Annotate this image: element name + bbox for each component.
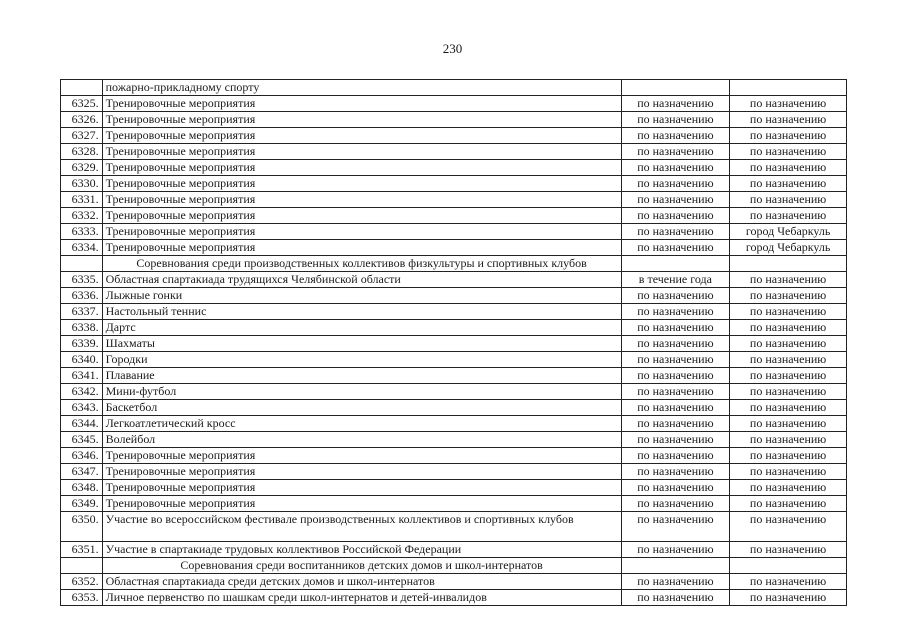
table-row <box>61 160 847 176</box>
row-place: по назначению <box>730 480 847 496</box>
row-number: 6345. <box>61 432 103 448</box>
row-date: по назначению <box>621 336 730 352</box>
row-place: по назначению <box>730 208 847 224</box>
row-number: 6337. <box>61 304 103 320</box>
table-row <box>61 368 847 384</box>
row-place: по назначению <box>730 160 847 176</box>
row-date: по назначению <box>621 384 730 400</box>
row-place: по назначению <box>730 448 847 464</box>
row-name: Тренировочные мероприятия <box>102 240 621 256</box>
row-number: 6342. <box>61 384 103 400</box>
row-place: город Чебаркуль <box>730 224 847 240</box>
table-row <box>61 574 847 590</box>
row-date: по назначению <box>621 112 730 128</box>
row-name: Тренировочные мероприятия <box>102 224 621 240</box>
row-number: 6336. <box>61 288 103 304</box>
row-place: по назначению <box>730 272 847 288</box>
table-row <box>61 590 847 606</box>
row-name: Тренировочные мероприятия <box>102 192 621 208</box>
table-row <box>61 464 847 480</box>
row-name: Тренировочные мероприятия <box>102 144 621 160</box>
row-date <box>621 256 730 272</box>
row-name: Лыжные гонки <box>102 288 621 304</box>
table-row <box>61 192 847 208</box>
row-name: Областная спартакиада трудящихся Челябинской области <box>102 272 621 288</box>
table-row <box>61 208 847 224</box>
row-name: Легкоатлетический кросс <box>102 416 621 432</box>
row-number: 6341. <box>61 368 103 384</box>
row-place: по назначению <box>730 416 847 432</box>
row-number <box>61 80 103 96</box>
row-number: 6344. <box>61 416 103 432</box>
row-date: по назначению <box>621 352 730 368</box>
row-date: по назначению <box>621 400 730 416</box>
row-date: по назначению <box>621 480 730 496</box>
row-name: Тренировочные мероприятия <box>102 448 621 464</box>
row-number: 6333. <box>61 224 103 240</box>
table-row <box>61 432 847 448</box>
table-row <box>61 416 847 432</box>
row-date: по назначению <box>621 368 730 384</box>
row-place: по назначению <box>730 320 847 336</box>
row-date: по назначению <box>621 208 730 224</box>
row-date: по назначению <box>621 192 730 208</box>
table-row <box>61 448 847 464</box>
row-date <box>621 558 730 574</box>
row-date: по назначению <box>621 432 730 448</box>
table-row <box>61 304 847 320</box>
row-date: по назначению <box>621 288 730 304</box>
row-date: по назначению <box>621 144 730 160</box>
row-name: Городки <box>102 352 621 368</box>
section-header-row <box>61 558 847 574</box>
table-row <box>61 240 847 256</box>
row-number: 6346. <box>61 448 103 464</box>
row-number: 6347. <box>61 464 103 480</box>
row-place: по назначению <box>730 432 847 448</box>
row-place: по назначению <box>730 590 847 606</box>
table-row <box>61 512 847 542</box>
row-number: 6353. <box>61 590 103 606</box>
row-date: по назначению <box>621 128 730 144</box>
table-row <box>61 288 847 304</box>
row-date: по назначению <box>621 96 730 112</box>
row-place: по назначению <box>730 304 847 320</box>
row-date: по назначению <box>621 448 730 464</box>
row-name: пожарно-прикладному спорту <box>102 80 621 96</box>
row-name: Тренировочные мероприятия <box>102 160 621 176</box>
row-date: по назначению <box>621 304 730 320</box>
row-name: Личное первенство по шашкам среди школ-интернатов и детей-инвалидов <box>102 590 621 606</box>
row-date: по назначению <box>621 590 730 606</box>
table-row <box>61 144 847 160</box>
row-number: 6338. <box>61 320 103 336</box>
row-number: 6340. <box>61 352 103 368</box>
row-name: Тренировочные мероприятия <box>102 176 621 192</box>
row-number: 6328. <box>61 144 103 160</box>
section-title: Соревнования среди производственных коллективов физкультуры и спортивных клубов <box>102 256 621 272</box>
row-name: Дартс <box>102 320 621 336</box>
row-place: по назначению <box>730 368 847 384</box>
row-place: по назначению <box>730 176 847 192</box>
row-place: по назначению <box>730 512 847 542</box>
row-place: по назначению <box>730 128 847 144</box>
row-name: Волейбол <box>102 432 621 448</box>
row-number: 6326. <box>61 112 103 128</box>
row-number: 6351. <box>61 542 103 558</box>
row-place: по назначению <box>730 288 847 304</box>
row-place: по назначению <box>730 352 847 368</box>
row-place: по назначению <box>730 336 847 352</box>
row-place: по назначению <box>730 542 847 558</box>
row-number: 6339. <box>61 336 103 352</box>
table-row <box>61 480 847 496</box>
row-date: по назначению <box>621 496 730 512</box>
page-number: 230 <box>442 41 463 56</box>
row-number: 6343. <box>61 400 103 416</box>
row-place: по назначению <box>730 192 847 208</box>
section-header-row <box>61 256 847 272</box>
row-number: 6329. <box>61 160 103 176</box>
row-place: по назначению <box>730 400 847 416</box>
row-number: 6335. <box>61 272 103 288</box>
table-row <box>61 112 847 128</box>
row-number: 6349. <box>61 496 103 512</box>
row-name: Областная спартакиада среди детских домов и школ-интернатов <box>102 574 621 590</box>
row-name: Мини-футбол <box>102 384 621 400</box>
row-name: Тренировочные мероприятия <box>102 96 621 112</box>
table-row <box>61 96 847 112</box>
row-number <box>61 256 103 272</box>
row-date: по назначению <box>621 416 730 432</box>
row-number: 6331. <box>61 192 103 208</box>
row-date: в течение года <box>621 272 730 288</box>
row-number: 6325. <box>61 96 103 112</box>
table-row <box>61 352 847 368</box>
table-row <box>61 400 847 416</box>
row-date: по назначению <box>621 176 730 192</box>
row-place: по назначению <box>730 112 847 128</box>
row-number: 6348. <box>61 480 103 496</box>
table-row <box>61 176 847 192</box>
row-number: 6350. <box>61 512 103 542</box>
row-name: Тренировочные мероприятия <box>102 208 621 224</box>
table-row <box>61 128 847 144</box>
row-date: по назначению <box>621 320 730 336</box>
row-name: Баскетбол <box>102 400 621 416</box>
row-place: город Чебаркуль <box>730 240 847 256</box>
table-row <box>61 542 847 558</box>
row-name: Тренировочные мероприятия <box>102 496 621 512</box>
row-place <box>730 80 847 96</box>
table-row <box>61 336 847 352</box>
row-date: по назначению <box>621 224 730 240</box>
table-row <box>61 496 847 512</box>
row-date: по назначению <box>621 160 730 176</box>
row-name: Настольный теннис <box>102 304 621 320</box>
row-place <box>730 256 847 272</box>
row-place <box>730 558 847 574</box>
row-name: Плавание <box>102 368 621 384</box>
row-date: по назначению <box>621 542 730 558</box>
row-place: по назначению <box>730 144 847 160</box>
row-date <box>621 80 730 96</box>
row-place: по назначению <box>730 574 847 590</box>
table-row <box>61 272 847 288</box>
events-table <box>60 79 847 606</box>
row-name: Шахматы <box>102 336 621 352</box>
row-name: Тренировочные мероприятия <box>102 128 621 144</box>
row-number: 6332. <box>61 208 103 224</box>
row-name: Тренировочные мероприятия <box>102 112 621 128</box>
row-number: 6334. <box>61 240 103 256</box>
table-row <box>61 80 847 96</box>
table-row <box>61 224 847 240</box>
row-date: по назначению <box>621 512 730 542</box>
row-date: по назначению <box>621 240 730 256</box>
row-number: 6330. <box>61 176 103 192</box>
row-name: Участие в спартакиаде трудовых коллективов Российской Федерации <box>102 542 621 558</box>
row-date: по назначению <box>621 464 730 480</box>
row-place: по назначению <box>730 464 847 480</box>
section-title: Соревнования среди воспитанников детских домов и школ-интернатов <box>102 558 621 574</box>
row-place: по назначению <box>730 96 847 112</box>
row-name: Тренировочные мероприятия <box>102 464 621 480</box>
row-number: 6352. <box>61 574 103 590</box>
row-number <box>61 558 103 574</box>
table-row <box>61 384 847 400</box>
row-date: по назначению <box>621 574 730 590</box>
row-name: Участие во всероссийском фестивале производственных коллективов и спортивных клубов <box>102 512 621 542</box>
table-row <box>61 320 847 336</box>
row-number: 6327. <box>61 128 103 144</box>
row-place: по назначению <box>730 384 847 400</box>
row-place: по назначению <box>730 496 847 512</box>
row-name: Тренировочные мероприятия <box>102 480 621 496</box>
